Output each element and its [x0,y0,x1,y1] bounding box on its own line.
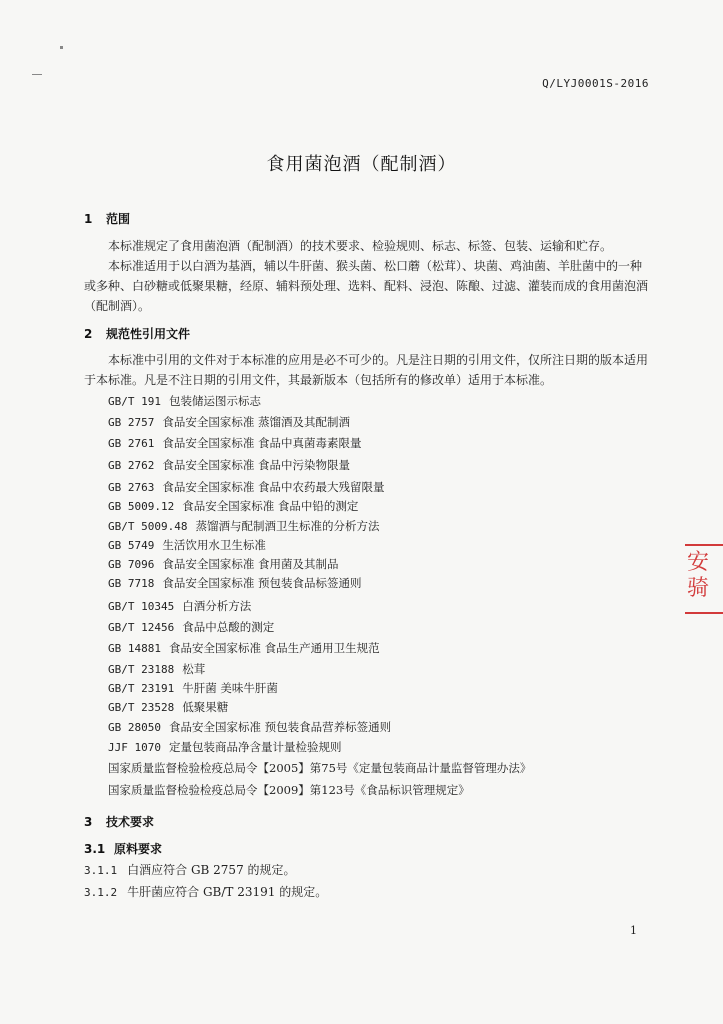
reference-item: GB 2757 食品安全国家标准 蒸馏酒及其配制酒 [108,415,351,429]
reference-item: GB 2762 食品安全国家标准 食品中污染物限量 [108,458,351,472]
page-title: 食用菌泡酒（配制酒） [266,154,457,175]
scope-paragraph-2: 本标准适用于以白酒为基酒，辅以牛肝菌、猴头菌、松口蘑（松茸）、块菌、鸡油菌、羊肚菌中的一种或多种、白砂糖或低聚果糖，经原、辅料预处理、选料、配料、浸泡、陈酿、过滤、灌装而成的食用菌泡酒（配制酒）。 [84,259,649,313]
scan-speck [32,74,42,75]
subsection-number: 3.1 [84,842,106,856]
reference-item: JJF 1070 定量包装商品净含量计量检验规则 [108,740,342,754]
reference-item: 国家质量监督检验检疫总局令【2009】第123号《食品标识管理规定》 [108,783,470,797]
scope-paragraph-1: 本标准规定了食用菌泡酒（配制酒）的技术要求、检验规则、标志、标签、包装、运输和贮存。 [108,239,613,253]
reference-item: GB 14881 食品安全国家标准 食品生产通用卫生规范 [108,641,380,655]
reference-item: GB 7718 食品安全国家标准 预包装食品标签通则 [108,576,362,590]
reference-item: GB/T 12456 食品中总酸的测定 [108,620,275,634]
reference-item: GB/T 23191 牛肝菌 美味牛肝菌 [108,681,278,695]
section-heading-references [84,325,190,342]
reference-item: GB 5009.12 食品安全国家标准 食品中铅的测定 [108,499,359,513]
section-number: 1 [84,212,93,226]
references-intro: 本标准中引用的文件对于本标准的应用是必不可少的。凡是注日期的引用文件，仅所注日期的版本适用于本标准。凡是不注日期的引用文件，其最新版本（包括所有的修改单）适用于本标准。 [84,353,649,387]
section-number: 2 [84,327,93,341]
reference-item: GB/T 5009.48 蒸馏酒与配制酒卫生标准的分析方法 [108,519,380,533]
subsection-heading-raw-materials [84,840,162,857]
scan-speck [60,46,63,49]
reference-item: GB 5749 生活饮用水卫生标准 [108,538,266,552]
reference-item: GB/T 23528 低聚果糖 [108,700,229,714]
section-heading-technical-requirements [84,813,154,830]
section-number: 3 [84,815,93,829]
section-title: 技术要求 [106,815,155,829]
subsection-title: 原料要求 [114,842,163,856]
reference-item: GB/T 23188 松茸 [108,662,206,676]
section-title: 范围 [106,212,131,226]
document-code: Q/LYJ0001S-2016 [542,77,649,90]
clause-item: 3.1.2 牛肝菌应符合 GB/T 23191 的规定。 [84,885,328,899]
seal-stamp [685,544,723,616]
reference-item: GB/T 191 包装储运图示标志 [108,394,261,408]
clause-item: 3.1.1 白酒应符合 GB 2757 的规定。 [84,863,296,877]
seal-stamp-text: 安骑 [687,550,710,601]
section-title: 规范性引用文件 [106,327,191,341]
reference-item: GB 28050 食品安全国家标准 预包装食品营养标签通则 [108,720,392,734]
reference-item: GB/T 10345 白酒分析方法 [108,599,252,613]
reference-item: GB 2763 食品安全国家标准 食品中农药最大残留限量 [108,480,385,494]
page-number: 1 [630,924,637,937]
reference-item: GB 2761 食品安全国家标准 食品中真菌毒素限量 [108,436,362,450]
reference-item: 国家质量监督检验检疫总局令【2005】第75号《定量包装商品计量监督管理办法》 [108,761,532,775]
section-heading-scope [84,210,130,227]
reference-item: GB 7096 食品安全国家标准 食用菌及其制品 [108,557,339,571]
